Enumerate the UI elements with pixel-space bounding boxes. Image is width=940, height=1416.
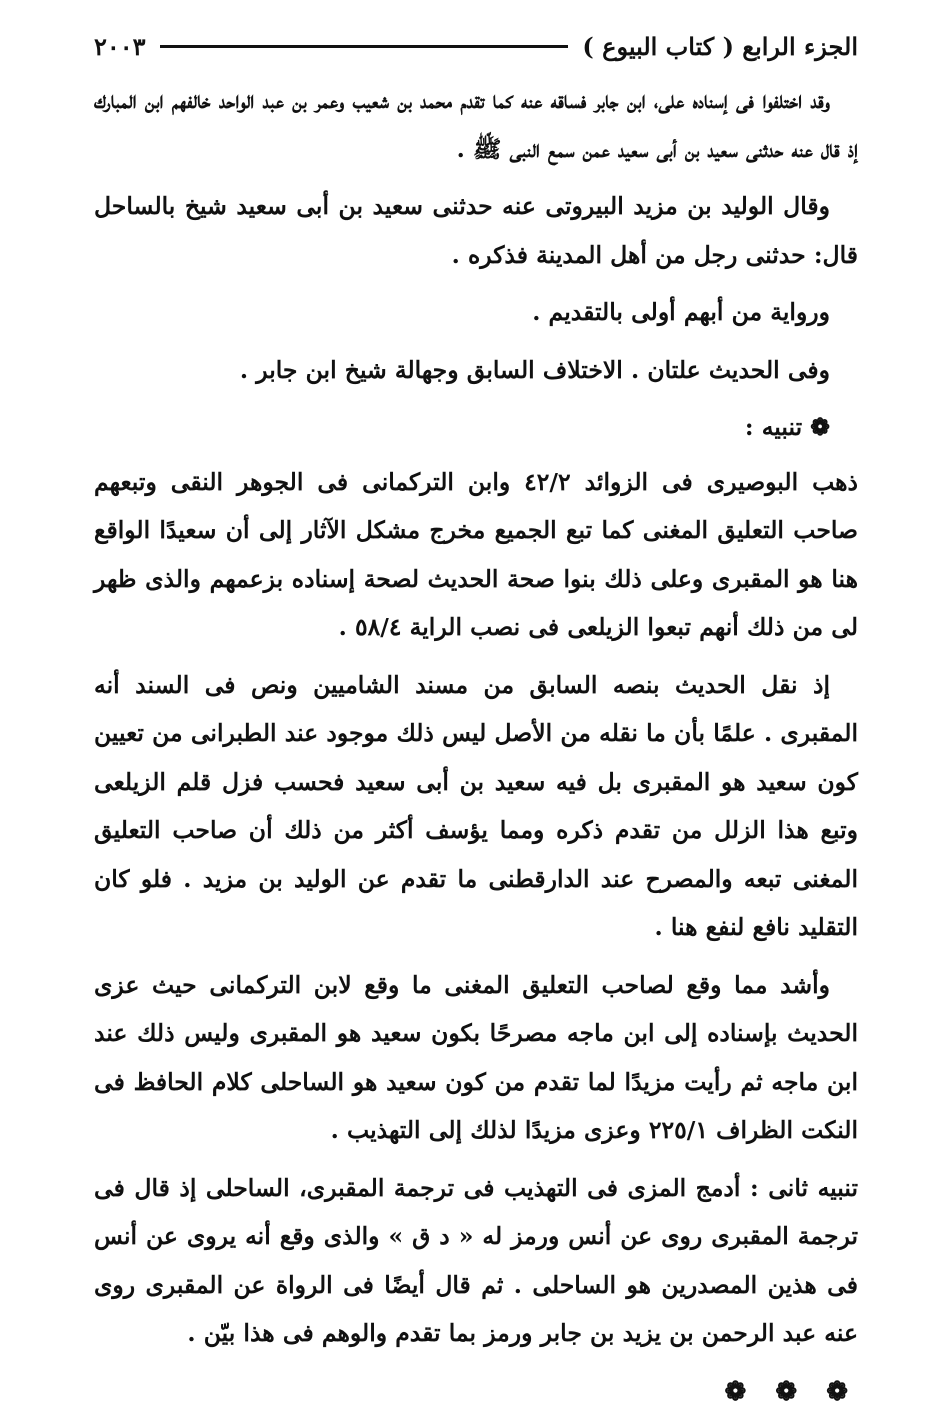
second-note-text: أدمج المزى فى التهذيب فى ترجمة المقبرى، الساحلى إذ قال فى ترجمة المقبرى روى عن أنس ورمز له « د ق » والذى وقع أنه يروى عن أنس فى هذين المصدرين هو الساحلى . ثم قال أيضًا فى الرواة عن المقبرى روى عنه عبد الرحمن بن يزيد بن جابر ورمز بما تقدم والوهم فى هذا بيّن . (94, 1174, 858, 1348)
paragraph-walid-narration: وقال الوليد بن مزيد البيروتى عنه حدثنى سعيد بن أبى سعيد شيخ بالساحل قال: حدثنى رجل من أهل المدينة فذكره . (94, 182, 858, 279)
page-body (94, 76, 858, 1416)
end-ornament: ❁ ❁ ❁ (94, 1368, 858, 1416)
paragraph-isnad-dispute: وقد اختلفوا فى إسناده على، ابن جابر فساقه عنه كما تقدم محمد بن شعيب وعمر بن عبد الواحد خالفهم ابن المبارك إذ قال عنه حدثنى سعيد بن أبى سعيد عمن سمع النبى ﷺ . (94, 76, 858, 173)
paragraph-preference: ورواية من أبهم أولى بالتقديم . (94, 288, 858, 337)
paragraph-two-defects: وفى الحديث علتان . الاختلاف السابق وجهالة شيخ ابن جابر . (94, 346, 858, 395)
second-note-label: تنبيه ثانى : (750, 1174, 858, 1202)
page-number: ٢٠٠٣ (94, 32, 146, 61)
header-rule (160, 45, 569, 48)
note-heading: ❁ تنبيه : (94, 403, 858, 452)
note-paragraph-busiri: ذهب البوصيرى فى الزوائد ٤٢/٢ وابن التركمانى فى الجوهر النقى وتبعهم صاحب التعليق المغنى كما تبع الجميع مخرج مشكل الآثار إلى أن سعيدًا الواقع هنا هو المقبرى وعلى ذلك بنوا صحة الحديث لصحة إسناده بزعمهم والذى ظهر لى من ذلك أنهم تبعوا الزيلعى فى نصب الراية ٥٨/٤ . (94, 458, 858, 652)
running-header (94, 26, 858, 66)
part-title: الجزء الرابع ( كتاب البيوع ) (582, 32, 858, 61)
note-paragraph-turkmani: وأشد مما وقع لصاحب التعليق المغنى ما وقع لابن التركمانى حيث عزى الحديث بإسناده إلى ابن ماجه مصرحًا بكون سعيد هو المقبرى وليس ذلك عند ابن ماجه ثم رأيت مزيدًا لما تقدم من كون سعيد هو الساحلى كلام الحافظ فى النكت الظراف ٢٢٥/١ وعزى مزيدًا لذلك إلى التهذيب . (94, 961, 858, 1155)
second-note-paragraph (94, 1164, 858, 1358)
note-paragraph-shamiyin: إذ نقل الحديث بنصه السابق من مسند الشاميين ونص فى السند أنه المقبرى . علمًا بأن ما نقله من الأصل ليس ذلك موجود عند الطبرانى من تعيين كون سعيد هو المقبرى بل فيه سعيد بن أبى سعيد فحسب فزل قلم الزيلعى وتبع هذا الزلل من تقدم ذكره ومما يؤسف أكثر من ذلك أن صاحب التعليق المغنى تبعه والمصرح عند الدارقطنى ما تقدم عن الوليد بن مزيد . فلو كان التقليد نافع لنفع هنا . (94, 661, 858, 952)
